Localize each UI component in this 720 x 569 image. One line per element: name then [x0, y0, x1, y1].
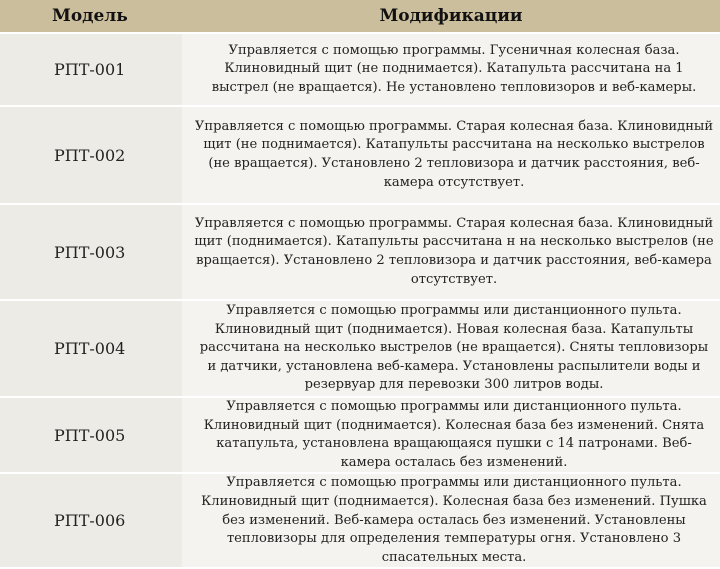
table-row: [0, 106, 720, 204]
model-cell: РПТ-001: [0, 33, 182, 106]
description-cell: Управляется с помощью программы или дистанционного пульта. Клиновидный щит (поднимается). Колесная база без изменений. Снята катапульта, установлена вращающаяся пушки с 14 патронами. Веб-камера осталась без изменений.: [182, 397, 720, 473]
model-cell: РПТ-006: [0, 473, 182, 568]
description-cell: Управляется с помощью программы. Старая колесная база. Клиновидный щит (поднимается). Катапульты рассчитана н на несколько выстрелов (не вращается). Установлено 2 тепловизора и датчик расстояния, веб-камера отсутствует.: [182, 204, 720, 300]
model-cell: РПТ-002: [0, 106, 182, 204]
column-header-modifications: Модификации: [182, 0, 720, 33]
description-cell: Управляется с помощью программы. Старая колесная база. Клиновидный щит (не поднимается). Катапульты рассчитана на несколько выстрелов (не вращается). Установлено 2 тепловизора и датчик расстояния, веб-камера отсутствует.: [182, 106, 720, 204]
table-row: [0, 33, 720, 106]
table-row: [0, 204, 720, 300]
column-header-model: Модель: [0, 0, 182, 33]
table-row: [0, 397, 720, 473]
table-row: [0, 300, 720, 397]
model-cell: РПТ-003: [0, 204, 182, 300]
description-cell: Управляется с помощью программы или дистанционного пульта. Клиновидный щит (поднимается). Колесная база без изменений. Пушка без изменений. Веб-камера осталась без изменений. Установлены тепловизоры для определения температуры огня. Установлено 3 спасательных места.: [182, 473, 720, 568]
model-cell: РПТ-004: [0, 300, 182, 397]
table-header-row: [0, 0, 720, 33]
description-cell: Управляется с помощью программы. Гусеничная колесная база. Клиновидный щит (не поднимается). Катапульта рассчитана на 1 выстрел (не вращается). Не установлено тепловизоров и веб-камеры.: [182, 33, 720, 106]
table-row: [0, 473, 720, 568]
model-cell: РПТ-005: [0, 397, 182, 473]
description-cell: Управляется с помощью программы или дистанционного пульта. Клиновидный щит (поднимается). Новая колесная база. Катапульты рассчитана на несколько выстрелов (не вращается). Сняты тепловизоры и датчики, установлена веб-камера. Установлены распылители воды и резервуар для перевозки 300 литров воды.: [182, 300, 720, 397]
